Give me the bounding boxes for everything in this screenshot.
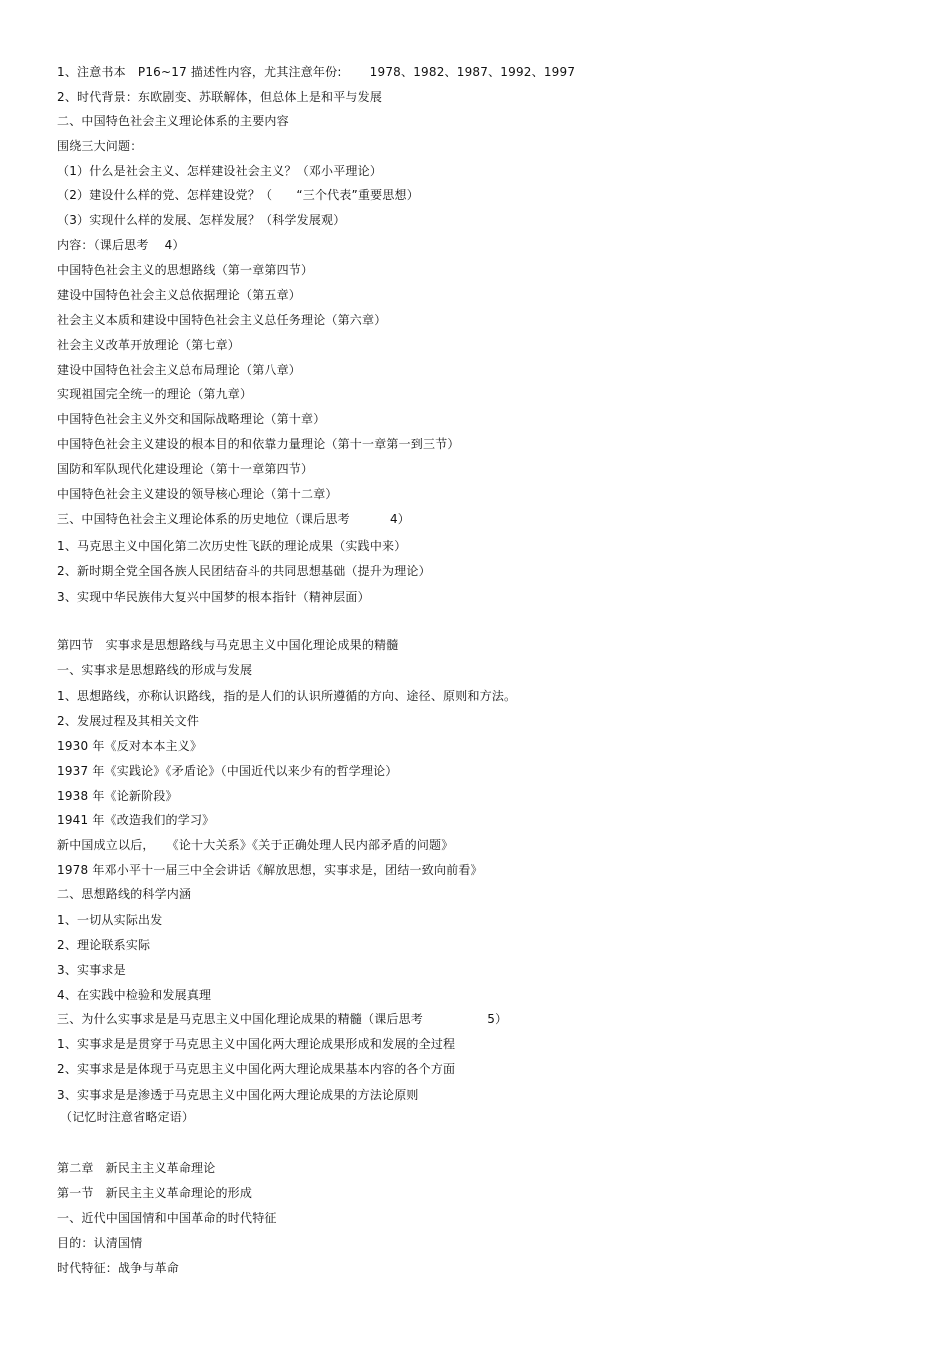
text-line: 实现祖国完全统一的理论（第九章） xyxy=(57,387,253,401)
text-line: 1930 年《反对本本主义》 xyxy=(57,739,203,753)
text-line: 新中国成立以后， 《论十大关系》《关于正确处理人民内部矛盾的问题》 xyxy=(57,838,454,852)
text-line: 中国特色社会主义的思想路线（第一章第四节） xyxy=(57,263,314,277)
text-line: 1978 年邓小平十一届三中全会讲话《解放思想，实事求是，团结一致向前看》 xyxy=(57,863,483,877)
text-line: 二、思想路线的科学内涵 xyxy=(57,887,192,901)
text-line: （记忆时注意省略定语） xyxy=(60,1110,195,1124)
text-line: 1、马克思主义中国化第二次历史性飞跃的理论成果（实践中来） xyxy=(57,539,407,553)
text-line: 1、思想路线，亦称认识路线，指的是人们的认识所遵循的方向、途径、原则和方法。 xyxy=(57,689,517,703)
text-line: 2、时代背景：东欧剧变、苏联解体，但总体上是和平与发展 xyxy=(57,90,383,104)
text-line: 围绕三大问题： xyxy=(57,139,143,153)
text-line: 二、中国特色社会主义理论体系的主要内容 xyxy=(57,114,289,128)
text-line: 2、理论联系实际 xyxy=(57,938,151,952)
text-line: （2）建设什么样的党、怎样建设党？（ “三个代表”重要思想） xyxy=(57,188,419,202)
text-line: 3、实现中华民族伟大复兴中国梦的根本指针（精神层面） xyxy=(57,590,370,604)
section-heading: 第一节 新民主主义革命理论的形成 xyxy=(57,1186,253,1200)
text-line: 建设中国特色社会主义总依据理论（第五章） xyxy=(57,288,302,302)
text-line: 内容：（课后思考 4） xyxy=(57,238,185,252)
text-line: 1938 年《论新阶段》 xyxy=(57,789,178,803)
text-line: 4、在实践中检验和发展真理 xyxy=(57,988,212,1002)
text-line: （1）什么是社会主义、怎样建设社会主义？（邓小平理论） xyxy=(57,164,383,178)
text-line: 1、实事求是是贯穿于马克思主义中国化两大理论成果形成和发展的全过程 xyxy=(57,1037,456,1051)
text-line: 时代特征：战争与革命 xyxy=(57,1261,180,1275)
text-line: （3）实现什么样的发展、怎样发展？（科学发展观） xyxy=(57,213,346,227)
text-line: 建设中国特色社会主义总布局理论（第八章） xyxy=(57,363,302,377)
chapter-heading: 第二章 新民主主义革命理论 xyxy=(57,1161,216,1175)
text-line: 1、注意书本 P16~17 描述性内容，尤其注意年份: 1978、1982、1987、1992、1997 xyxy=(57,65,576,79)
text-line: 三、为什么实事求是是马克思主义中国化理论成果的精髓（课后思考 5） xyxy=(57,1012,508,1026)
text-line: 中国特色社会主义建设的根本目的和依靠力量理论（第十一章第一到三节） xyxy=(57,437,460,451)
text-line: 三、中国特色社会主义理论体系的历史地位（课后思考 4） xyxy=(57,512,410,526)
text-line: 3、实事求是是渗透于马克思主义中国化两大理论成果的方法论原则 xyxy=(57,1088,419,1102)
text-line: 中国特色社会主义外交和国际战略理论（第十章） xyxy=(57,412,326,426)
text-line: 1941 年《改造我们的学习》 xyxy=(57,813,215,827)
text-line: 社会主义改革开放理论（第七章） xyxy=(57,338,241,352)
text-line: 一、实事求是思想路线的形成与发展 xyxy=(57,663,253,677)
text-line: 中国特色社会主义建设的领导核心理论（第十二章） xyxy=(57,487,338,501)
text-line: 国防和军队现代化建设理论（第十一章第四节） xyxy=(57,462,314,476)
text-line: 2、实事求是是体现于马克思主义中国化两大理论成果基本内容的各个方面 xyxy=(57,1062,456,1076)
text-line: 1、一切从实际出发 xyxy=(57,913,163,927)
text-line: 1937 年《实践论》《矛盾论》（中国近代以来少有的哲学理论） xyxy=(57,764,398,778)
text-line: 3、实事求是 xyxy=(57,963,126,977)
text-line: 目的：认清国情 xyxy=(57,1236,143,1250)
text-line: 社会主义本质和建设中国特色社会主义总任务理论（第六章） xyxy=(57,313,387,327)
section-heading: 第四节 实事求是思想路线与马克思主义中国化理论成果的精髓 xyxy=(57,638,399,652)
text-line: 一、近代中国国情和中国革命的时代特征 xyxy=(57,1211,277,1225)
text-line: 2、新时期全党全国各族人民团结奋斗的共同思想基础（提升为理论） xyxy=(57,564,431,578)
text-line: 2、发展过程及其相关文件 xyxy=(57,714,200,728)
